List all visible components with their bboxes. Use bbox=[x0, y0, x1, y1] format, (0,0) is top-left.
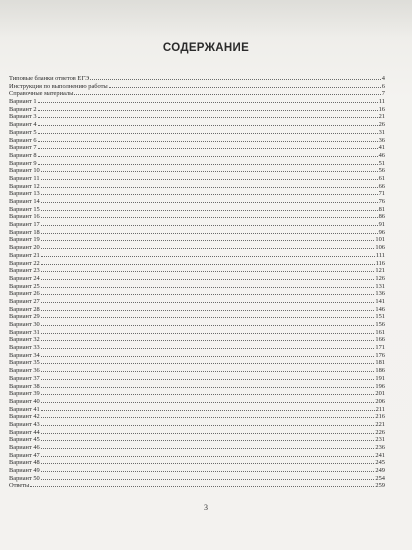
dot-leader bbox=[41, 466, 375, 472]
toc-entry bbox=[9, 443, 385, 451]
toc-entry-page: 186 bbox=[375, 367, 385, 375]
toc-entry bbox=[9, 358, 385, 366]
toc-entry bbox=[9, 328, 385, 336]
toc-entry-label: Вариант 39 bbox=[9, 390, 40, 398]
toc-entry-label: Вариант 38 bbox=[9, 382, 40, 390]
toc-entry-label: Вариант 36 bbox=[9, 367, 40, 375]
toc-entry bbox=[9, 320, 385, 328]
toc-entry-page: 221 bbox=[375, 420, 385, 428]
dot-leader bbox=[41, 182, 378, 188]
dot-leader bbox=[41, 289, 375, 295]
toc-entry-page: 46 bbox=[378, 151, 385, 159]
dot-leader bbox=[41, 389, 375, 395]
toc-entry-page: 96 bbox=[378, 228, 385, 236]
toc-entry-label: Вариант 18 bbox=[9, 228, 40, 236]
toc-entry-page: 245 bbox=[375, 459, 385, 467]
toc-entry bbox=[9, 458, 385, 466]
dot-leader bbox=[41, 335, 375, 341]
toc-entry bbox=[9, 151, 385, 159]
toc-entry-label: Вариант 25 bbox=[9, 282, 40, 290]
toc-entry-page: 6 bbox=[381, 82, 385, 90]
toc-entry bbox=[9, 305, 385, 313]
toc-entry bbox=[9, 266, 385, 274]
toc-entry-label: Вариант 3 bbox=[9, 113, 37, 121]
dot-leader bbox=[41, 243, 375, 249]
toc-entry bbox=[9, 259, 385, 267]
toc-entry-label: Вариант 17 bbox=[9, 221, 40, 229]
toc-entry-page: 236 bbox=[375, 444, 385, 451]
toc-entry-label: Вариант 26 bbox=[9, 290, 40, 298]
toc-entry-page: 66 bbox=[378, 182, 385, 190]
toc-entry-label: Вариант 6 bbox=[9, 136, 37, 144]
page-title: СОДЕРЖАНИЕ bbox=[162, 42, 250, 54]
toc-entry bbox=[9, 243, 385, 251]
dot-leader bbox=[41, 366, 375, 372]
toc-entry-page: 231 bbox=[375, 436, 385, 444]
toc-entry bbox=[9, 374, 385, 382]
dot-leader bbox=[74, 89, 380, 95]
toc-entry bbox=[9, 466, 385, 474]
toc-entry-label: Вариант 5 bbox=[9, 128, 37, 136]
toc-entry-label: Вариант 16 bbox=[9, 213, 40, 221]
toc-entry bbox=[9, 389, 385, 397]
toc-entry-label: Вариант 1 bbox=[9, 98, 37, 106]
toc-entry-label: Вариант 28 bbox=[9, 305, 40, 313]
dot-leader bbox=[41, 174, 378, 180]
dot-leader bbox=[41, 474, 375, 480]
dot-leader bbox=[38, 120, 378, 126]
toc-entry-page: 86 bbox=[378, 213, 385, 221]
toc-entry-page: 196 bbox=[375, 382, 385, 390]
toc-entry bbox=[9, 143, 385, 151]
toc-entry-label: Вариант 46 bbox=[9, 444, 40, 451]
toc-entry-page: 61 bbox=[378, 174, 385, 182]
toc-entry-label: Вариант 35 bbox=[9, 359, 40, 367]
toc-entry-label: Вариант 11 bbox=[9, 174, 40, 182]
toc-entry bbox=[9, 382, 385, 390]
toc-entry bbox=[9, 412, 385, 420]
toc-entry-label: Вариант 41 bbox=[9, 405, 40, 413]
dot-leader bbox=[38, 136, 378, 142]
toc-entry bbox=[9, 105, 385, 113]
toc-entry-page: 101 bbox=[375, 236, 385, 244]
toc-entry bbox=[9, 274, 385, 282]
toc-entry-page: 254 bbox=[375, 474, 385, 482]
toc-entry-page: 41 bbox=[378, 144, 385, 152]
toc-entry-page: 131 bbox=[375, 282, 385, 290]
toc-entry-page: 181 bbox=[375, 359, 385, 367]
toc-entry bbox=[9, 343, 385, 351]
toc-entry-label: Вариант 42 bbox=[9, 413, 40, 421]
dot-leader bbox=[38, 159, 378, 165]
toc-entry-label: Вариант 10 bbox=[9, 167, 40, 175]
toc-entry bbox=[9, 74, 385, 82]
toc-entry-page: 76 bbox=[378, 198, 385, 205]
toc-entry-page: 7 bbox=[381, 90, 385, 98]
dot-leader bbox=[41, 420, 375, 426]
toc-entry-page: 21 bbox=[378, 113, 385, 121]
dot-leader bbox=[38, 151, 378, 157]
toc-entry bbox=[9, 89, 385, 97]
toc-entry bbox=[9, 189, 385, 197]
toc-entry-page: 56 bbox=[378, 167, 385, 175]
toc-entry-label: Вариант 15 bbox=[9, 205, 40, 213]
toc-entry bbox=[9, 174, 385, 182]
dot-leader bbox=[41, 328, 375, 334]
toc-entry-page: 116 bbox=[375, 259, 385, 267]
dot-leader bbox=[41, 235, 375, 241]
toc-entry-label: Вариант 22 bbox=[9, 259, 40, 267]
toc-entry-page: 156 bbox=[375, 321, 385, 328]
toc-entry-label: Вариант 27 bbox=[9, 297, 40, 305]
dot-leader bbox=[41, 405, 375, 411]
toc-entry-page: 141 bbox=[375, 297, 385, 305]
page-number: 3 bbox=[204, 503, 208, 512]
toc-entry-page: 166 bbox=[375, 336, 385, 344]
dot-leader bbox=[41, 297, 375, 303]
toc-entry bbox=[9, 474, 385, 482]
toc-entry-page: 51 bbox=[378, 159, 385, 167]
toc-entry-label: Справочные материалы bbox=[9, 90, 74, 98]
toc-entry bbox=[9, 235, 385, 243]
dot-leader bbox=[41, 205, 378, 211]
toc-entry bbox=[9, 97, 385, 105]
toc-entry bbox=[9, 136, 385, 144]
dot-leader bbox=[41, 458, 375, 464]
toc-entry-label: Вариант 40 bbox=[9, 397, 40, 405]
toc-entry-label: Вариант 29 bbox=[9, 313, 40, 321]
toc-entry-label: Вариант 4 bbox=[9, 121, 37, 129]
toc-entry-page: 191 bbox=[375, 374, 385, 382]
dot-leader bbox=[41, 212, 378, 218]
toc-entry-label: Вариант 20 bbox=[9, 244, 40, 252]
toc-entry bbox=[9, 159, 385, 167]
toc-entry-label: Вариант 44 bbox=[9, 428, 40, 436]
dot-leader bbox=[41, 382, 375, 388]
toc-entry-page: 176 bbox=[375, 351, 385, 359]
toc-entry-page: 136 bbox=[375, 290, 385, 298]
dot-leader bbox=[41, 412, 375, 418]
toc-entry-label: Вариант 14 bbox=[9, 198, 40, 205]
dot-leader bbox=[41, 259, 375, 265]
dot-leader bbox=[41, 351, 375, 357]
toc-entry-page: 121 bbox=[375, 267, 385, 275]
dot-leader bbox=[41, 189, 378, 195]
toc-entry-label: Вариант 43 bbox=[9, 420, 40, 428]
dot-leader bbox=[41, 374, 375, 380]
dot-leader bbox=[41, 251, 375, 257]
toc-entry bbox=[9, 435, 385, 443]
toc-entry-page: 211 bbox=[375, 405, 385, 413]
toc-entry-page: 91 bbox=[378, 221, 385, 229]
dot-leader bbox=[38, 143, 378, 149]
toc-entry-label: Вариант 31 bbox=[9, 328, 40, 336]
dot-leader bbox=[41, 305, 375, 311]
toc-entry-page: 111 bbox=[375, 251, 385, 259]
dot-leader bbox=[41, 358, 375, 364]
toc-entry bbox=[9, 197, 385, 205]
dot-leader bbox=[38, 97, 378, 103]
toc-entry-label: Вариант 50 bbox=[9, 474, 40, 482]
toc-entry bbox=[9, 451, 385, 459]
toc-entry-page: 31 bbox=[378, 128, 385, 136]
toc-entry-page: 36 bbox=[378, 136, 385, 144]
toc-entry-page: 16 bbox=[378, 105, 385, 113]
toc-entry bbox=[9, 289, 385, 297]
toc-entry-label: Вариант 32 bbox=[9, 336, 40, 344]
dot-leader bbox=[41, 428, 375, 434]
toc-entry-page: 81 bbox=[378, 205, 385, 213]
toc-entry-label: Вариант 48 bbox=[9, 459, 40, 467]
dot-leader bbox=[41, 343, 375, 349]
toc-entry-page: 216 bbox=[375, 413, 385, 421]
toc-entry-page: 146 bbox=[375, 305, 385, 313]
toc-entry bbox=[9, 481, 385, 489]
toc-entry-label: Вариант 34 bbox=[9, 351, 40, 359]
toc-entry bbox=[9, 82, 385, 90]
toc-entry bbox=[9, 128, 385, 136]
toc-entry bbox=[9, 297, 385, 305]
dot-leader bbox=[90, 74, 381, 80]
toc-entry-label: Инструкция по выполнению работы bbox=[9, 82, 108, 90]
toc-entry-label: Вариант 2 bbox=[9, 105, 37, 113]
toc-entry bbox=[9, 405, 385, 413]
toc-entry bbox=[9, 228, 385, 236]
toc-entry-label: Типовые бланки ответов ЕГЭ bbox=[9, 75, 90, 82]
dot-leader bbox=[41, 312, 375, 318]
toc-entry bbox=[9, 312, 385, 320]
toc-entry bbox=[9, 251, 385, 259]
scan-shadow bbox=[0, 0, 412, 38]
dot-leader bbox=[41, 435, 375, 441]
toc-entry-page: 241 bbox=[375, 451, 385, 459]
dot-leader bbox=[41, 443, 375, 449]
toc-entry-page: 126 bbox=[375, 274, 385, 282]
toc-entry-page: 161 bbox=[375, 328, 385, 336]
toc-entry-label: Вариант 47 bbox=[9, 451, 40, 459]
toc-entry bbox=[9, 166, 385, 174]
toc-entry bbox=[9, 428, 385, 436]
toc-entry-page: 226 bbox=[375, 428, 385, 436]
toc-entry-label: Вариант 45 bbox=[9, 436, 40, 444]
toc-entry bbox=[9, 205, 385, 213]
dot-leader bbox=[41, 451, 375, 457]
toc-entry-label: Ответы bbox=[9, 482, 30, 490]
toc-entry-label: Вариант 12 bbox=[9, 182, 40, 190]
dot-leader bbox=[38, 105, 378, 111]
toc-entry-label: Вариант 24 bbox=[9, 274, 40, 282]
toc-entry-label: Вариант 19 bbox=[9, 236, 40, 244]
toc-entry-page: 106 bbox=[375, 244, 385, 252]
dot-leader bbox=[41, 320, 375, 326]
dot-leader bbox=[30, 481, 374, 487]
dot-leader bbox=[41, 274, 375, 280]
toc-entry bbox=[9, 335, 385, 343]
toc-entry-page: 151 bbox=[375, 313, 385, 321]
dot-leader bbox=[38, 112, 378, 118]
toc-entry-label: Вариант 33 bbox=[9, 344, 40, 352]
toc-entry-label: Вариант 7 bbox=[9, 144, 37, 152]
toc-entry-label: Вариант 8 bbox=[9, 151, 37, 159]
toc-entry-page: 71 bbox=[378, 190, 385, 198]
dot-leader bbox=[41, 166, 378, 172]
toc-entry-label: Вариант 21 bbox=[9, 251, 40, 259]
toc-entry bbox=[9, 366, 385, 374]
toc-entry-page: 11 bbox=[378, 98, 385, 106]
toc-entry-page: 249 bbox=[375, 467, 385, 475]
toc-entry-label: Вариант 9 bbox=[9, 159, 37, 167]
toc-entry bbox=[9, 420, 385, 428]
toc-entry-label: Вариант 37 bbox=[9, 374, 40, 382]
toc-entry-page: 171 bbox=[375, 344, 385, 352]
dot-leader bbox=[41, 282, 375, 288]
toc-entry-page: 206 bbox=[375, 397, 385, 405]
toc-entry-label: Вариант 30 bbox=[9, 321, 40, 328]
dot-leader bbox=[38, 128, 378, 134]
dot-leader bbox=[41, 266, 375, 272]
dot-leader bbox=[41, 228, 378, 234]
toc-entry bbox=[9, 397, 385, 405]
toc-entry-page: 259 bbox=[375, 482, 385, 490]
toc-entry bbox=[9, 182, 385, 190]
dot-leader bbox=[41, 397, 375, 403]
table-of-contents bbox=[9, 74, 385, 489]
dot-leader bbox=[41, 197, 378, 203]
toc-entry-page: 4 bbox=[381, 75, 385, 82]
toc-entry-label: Вариант 23 bbox=[9, 267, 40, 275]
toc-entry bbox=[9, 212, 385, 220]
dot-leader bbox=[109, 82, 381, 88]
toc-entry-page: 26 bbox=[378, 121, 385, 129]
toc-entry-page: 201 bbox=[375, 390, 385, 398]
toc-entry bbox=[9, 112, 385, 120]
toc-entry bbox=[9, 351, 385, 359]
dot-leader bbox=[41, 220, 378, 226]
toc-entry-label: Вариант 13 bbox=[9, 190, 40, 198]
toc-entry bbox=[9, 220, 385, 228]
toc-entry bbox=[9, 282, 385, 290]
toc-entry-label: Вариант 49 bbox=[9, 467, 40, 475]
toc-entry bbox=[9, 120, 385, 128]
